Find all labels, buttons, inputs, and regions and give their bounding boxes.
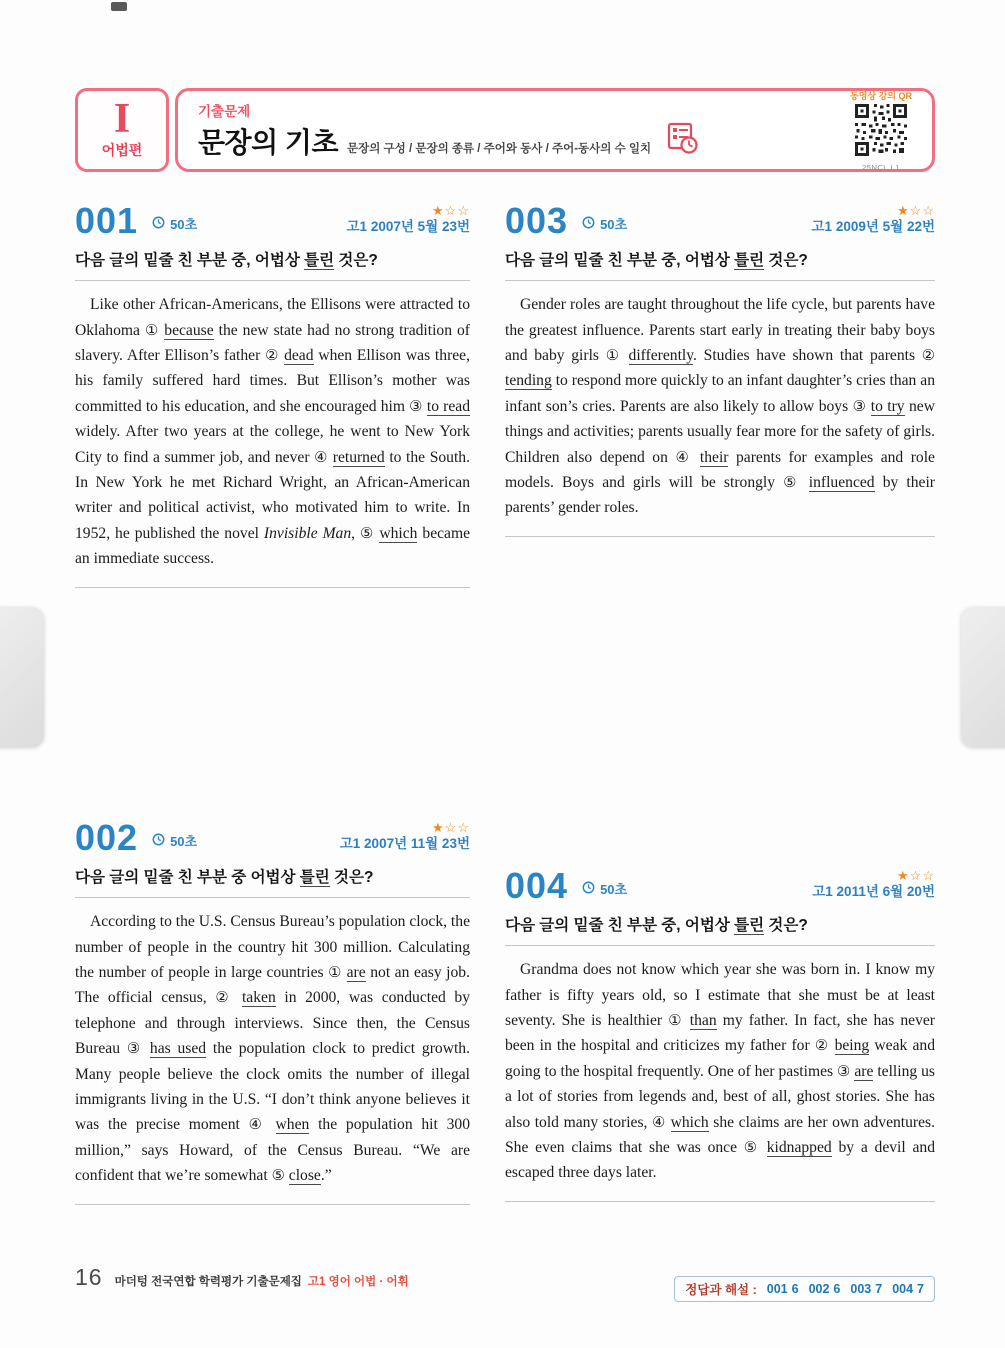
question-passage: Grandma does not know which year she was born in. I know my father is fifty years old, so I estimate that she must be at least seventy. She is healthier ① than my father. In fact, she has never been in the hospital and criticizes my father for ② being weak and going to the hospital frequently. One of her pastimes ③ are telling us a lot of stories from legends and, best of all, ghost stories. She has also told many stories, ④ which she claims are her own adventures. She even claims that she was once ⑤ kidnapped by a devil and escaped three days later. (505, 957, 935, 1202)
question-prompt: 다음 글의 밑줄 친 부분 중, 어법상 틀린 것은? (505, 248, 935, 281)
section-numeral: I (113, 95, 131, 142)
question-number: 004 (505, 864, 569, 906)
timer-icon (582, 216, 595, 232)
timer-icon (152, 833, 165, 849)
question-passage: According to the U.S. Census Bureau’s population clock, the number of people in the country hit 300 million. Calculating the number of people in large countries ① are not an easy job. The official census, ② taken in 2000, was conducted by telephone and through interviews. Since then, the Census Bureau ③ has used the population clock to predict growth. Many people believe the clock omits the number of illegal immigrants living in the U.S. “I don’t think anyone believes it was the precise moment ④ when the population hit 300 million,” says Howard, of the Census Bureau. “We are confident that we’re somewhat ⑤ close.” (75, 909, 470, 1204)
difficulty-stars: ★☆☆ (897, 203, 935, 218)
chapter-header (75, 88, 935, 172)
chapter-subtitle: 문장의 구성 / 문장의 종류 / 주어와 동사 / 주어-동사의 수 일치 (347, 142, 652, 155)
chapter-category: 기출문제 (198, 103, 251, 119)
book-subject: 고1 영어 어법 · 어휘 (307, 1276, 409, 1288)
question-prompt: 다음 글의 밑줄 친 부분 중, 어법상 틀린 것은? (75, 248, 470, 281)
difficulty-stars: ★☆☆ (432, 203, 470, 218)
time-limit: 50초 (170, 217, 198, 233)
next-page-button[interactable] (961, 607, 1005, 747)
answer-label: 정답과 해설 : (685, 1283, 757, 1297)
timer-icon (152, 216, 165, 232)
question-prompt: 다음 글의 밑줄 친 부분 중, 어법상 틀린 것은? (505, 913, 935, 946)
difficulty-stars: ★☆☆ (432, 820, 470, 835)
page-number: 16 (75, 1264, 103, 1290)
video-qr-label: 동영상 강의 QR (850, 90, 912, 101)
qr-caption: 25NCL.L1 (862, 162, 900, 172)
question-prompt: 다음 글의 밑줄 친 부분 중 어법상 틀린 것은? (75, 865, 470, 898)
question-number: 002 (75, 816, 139, 858)
video-qr-block (842, 89, 920, 172)
difficulty-stars: ★☆☆ (897, 868, 935, 883)
exam-source: 고1 2007년 5월 23번 (346, 219, 470, 235)
question-passage: Like other African-Americans, the Ellisons were attracted to Oklahoma ① because the new state had no strong tradition of slavery. After Ellison’s father ② dead when Ellison was three, his family suffered hard times. But Ellison’s mother was committed to his education, and she encouraged him ③ to read widely. After two years at the college, he went to New York City to find a summer job, and never ④ returned to the South. In New York he met Richard Wright, an African-American writer and political activist, who motivated him to write. In 1952, he published the novel Invisible Man, ⑤ which became an immediate success. (75, 292, 470, 587)
section-badge (75, 88, 169, 172)
page-footer (75, 1264, 409, 1291)
exam-source: 고1 2009년 5월 22번 (811, 219, 935, 235)
checklist-clock-icon (665, 122, 699, 159)
question-number: 001 (75, 199, 139, 241)
question-003 (505, 199, 936, 537)
answer-list: 001 6 002 6 003 7 004 7 (766, 1282, 924, 1296)
time-limit: 50초 (600, 217, 628, 233)
time-limit: 50초 (600, 882, 628, 898)
exam-source: 고1 2011년 6월 20번 (812, 884, 935, 900)
question-number: 003 (505, 199, 569, 241)
question-004 (505, 864, 935, 1202)
question-002 (75, 816, 471, 1205)
question-001 (75, 199, 471, 588)
answer-reference-box (674, 1276, 935, 1302)
scan-mark (111, 2, 127, 11)
section-label: 어법편 (101, 142, 143, 159)
chapter-title: 문장의 기초 (198, 126, 339, 158)
time-limit: 50초 (170, 834, 198, 850)
timer-icon (582, 881, 595, 897)
exam-source: 고1 2007년 11월 23번 (339, 836, 470, 852)
chapter-title-box (175, 88, 935, 172)
question-passage: Gender roles are taught throughout the life cycle, but parents have the greatest influence. Parents start early in treating their baby boys and baby girls ① differently. Studies have shown that parents ② tending to respond more quickly to an infant daughter’s cries than an infant son’s cries. Parents are also likely to allow boys ③ to try new things and activities; parents usually fear more for the safety of girls. Children also depend on ④ their parents for examples and role models. Boys and girls will be strongly ⑤ influenced by their parents’ gender roles. (505, 292, 935, 537)
book-title: 마더텅 전국연합 학력평가 기출문제집 (114, 1276, 302, 1288)
qr-code (855, 104, 907, 161)
prev-page-button[interactable] (0, 607, 44, 747)
